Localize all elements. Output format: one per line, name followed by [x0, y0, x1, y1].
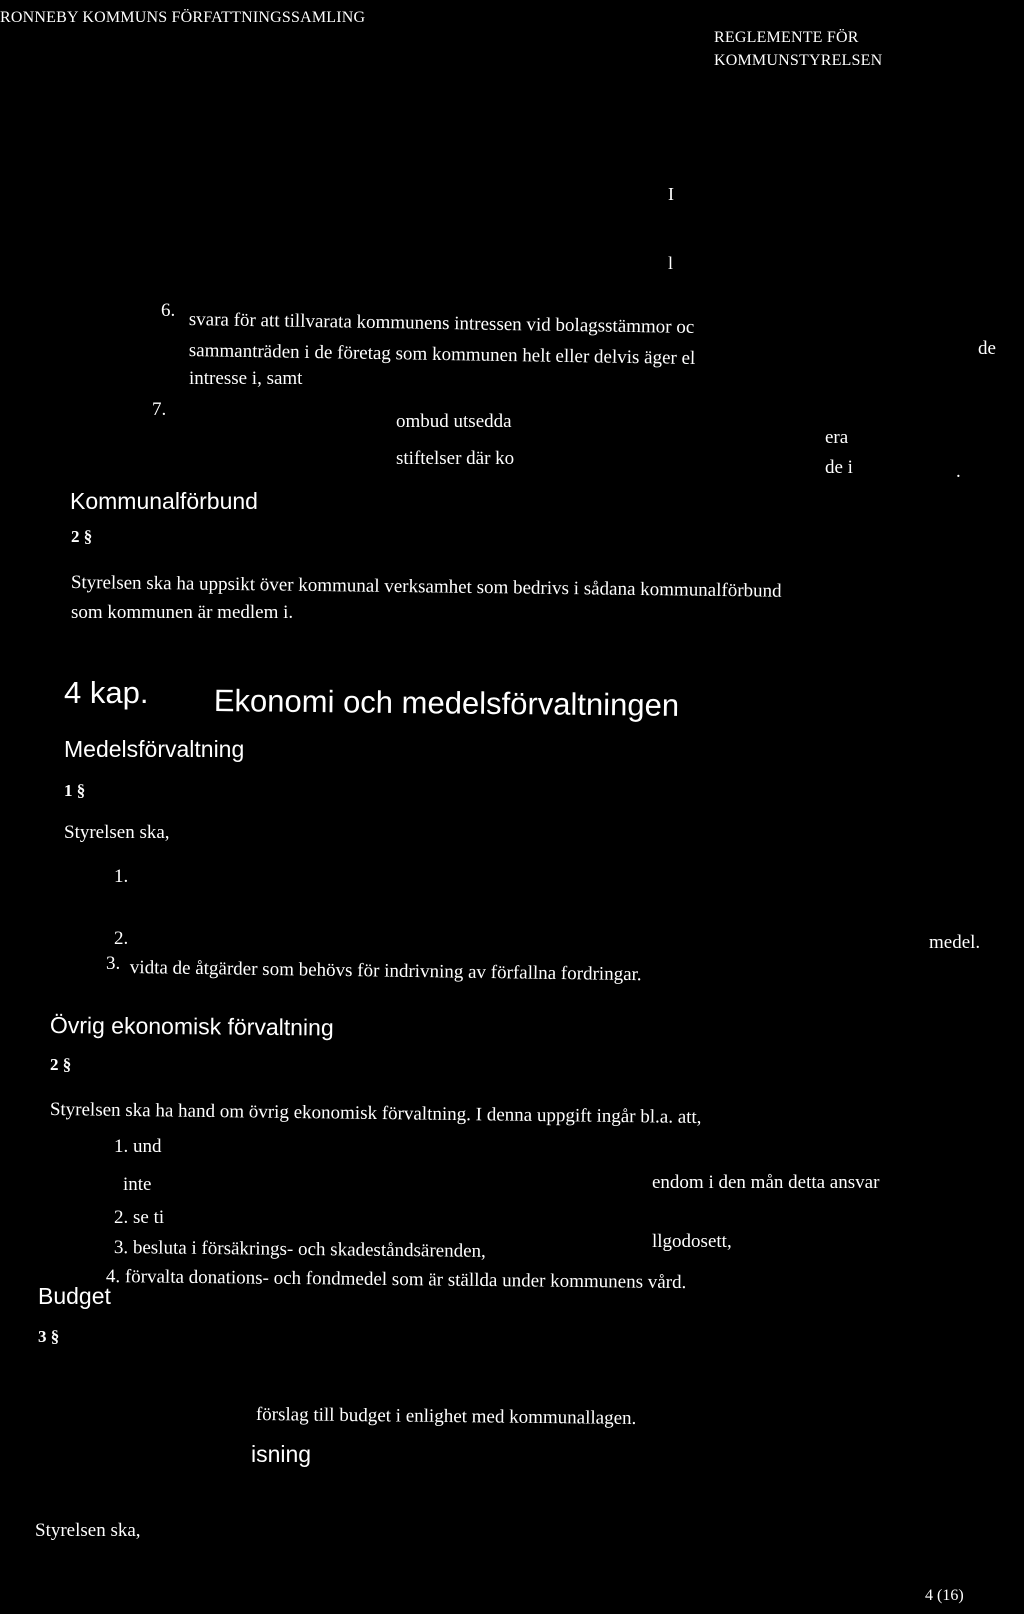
list-item-number: 2.: [114, 928, 129, 949]
page-number: 4 (16): [925, 1587, 964, 1604]
header-collection-title: RONNEBY KOMMUNS FÖRFATTNINGSSAMLING: [0, 9, 366, 26]
list-item-fragment: era: [825, 427, 849, 448]
list-item-number: 6.: [161, 300, 176, 321]
section-heading: Medelsförvaltning: [64, 736, 245, 762]
section-number: 2 §: [50, 1055, 72, 1074]
list-item-text: 4. förvalta donations- och fondmedel som är ställda under kommunens vård.: [105, 1266, 687, 1294]
list-item-number: 7.: [152, 399, 167, 420]
list-item-text: svara för att tillvarata kommunens intressen vid bolagsstämmor oc: [188, 309, 695, 338]
stray-mark: l: [668, 253, 674, 273]
list-item-fragment: de i: [825, 457, 853, 478]
paragraph-text: förslag till budget i enlighet med kommunallagen.: [255, 1404, 637, 1429]
list-item-text: 3. besluta i försäkrings- och skadeståndsärenden,: [113, 1237, 486, 1262]
list-item-text: 2. se ti: [114, 1207, 165, 1228]
paragraph-text: Styrelsen ska,: [64, 822, 170, 843]
chapter-number: 4 kap.: [64, 675, 149, 710]
section-heading: Övrig ekonomisk förvaltning: [49, 1012, 334, 1041]
header-document-title-line2: KOMMUNSTYRELSEN: [714, 52, 883, 69]
section-number: 3 §: [38, 1327, 60, 1346]
list-item-text: inte: [123, 1174, 152, 1195]
list-item-fragment: .: [956, 461, 961, 482]
chapter-title: Ekonomi och medelsförvaltningen: [213, 683, 680, 723]
list-item-number: 3.: [106, 953, 121, 974]
list-item-text: vidta de åtgärder som behövs för indrivning av förfallna fordringar.: [129, 957, 642, 986]
section-number: 1 §: [64, 781, 86, 800]
header-document-title-line1: REGLEMENTE FÖR: [714, 29, 859, 46]
stray-mark: I: [668, 184, 674, 204]
section-heading: Budget: [38, 1283, 111, 1309]
list-item-text: sammanträden i de företag som kommunen helt eller delvis äger el: [188, 340, 696, 369]
list-item-fragment: endom i den mån detta ansvar: [652, 1172, 880, 1193]
list-item-fragment: medel.: [929, 932, 981, 953]
paragraph-text: Styrelsen ska,: [35, 1520, 141, 1541]
list-item-text: intresse i, samt: [189, 368, 303, 389]
list-item-text: 1. und: [114, 1136, 162, 1157]
list-item-fragment: stiftelser där ko: [396, 448, 515, 469]
list-item-fragment: de: [978, 338, 996, 359]
paragraph-text: Styrelsen ska ha hand om övrig ekonomisk förvaltning. I denna uppgift ingår bl.a. att,: [49, 1099, 702, 1128]
section-number: 2 §: [71, 527, 93, 546]
paragraph-text: Styrelsen ska ha uppsikt över kommunal verksamhet som bedrivs i sådana kommunalförbund: [70, 572, 782, 602]
section-heading: Kommunalförbund: [70, 488, 258, 514]
paragraph-text: som kommunen är medlem i.: [71, 602, 294, 623]
section-heading-fragment: isning: [251, 1441, 312, 1467]
list-item-fragment: ombud utsedda: [396, 411, 512, 432]
list-item-number: 1.: [114, 866, 129, 887]
list-item-fragment: llgodosett,: [652, 1231, 732, 1252]
